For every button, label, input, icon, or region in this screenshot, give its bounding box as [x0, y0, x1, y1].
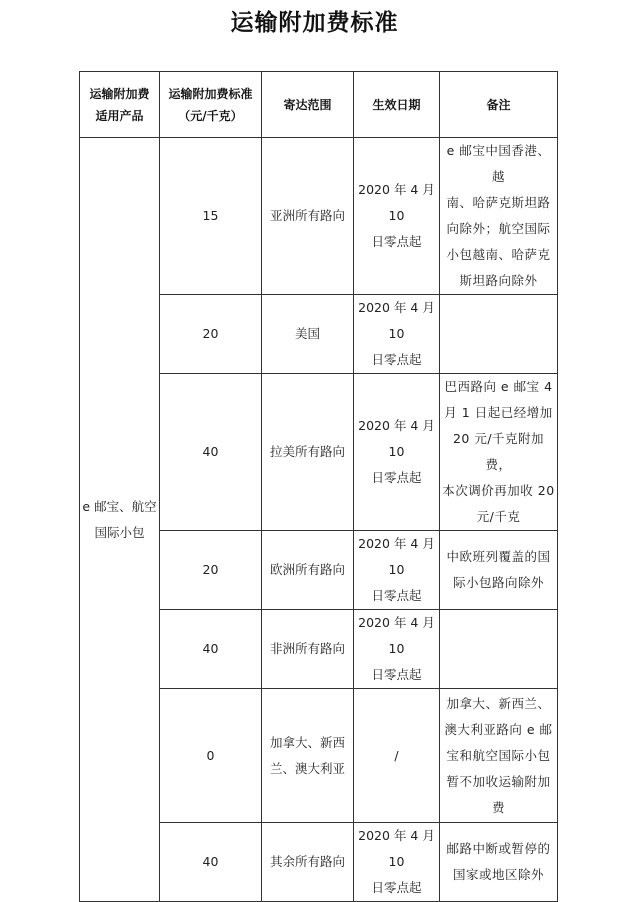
note-cell: 邮路中断或暂停的 国家或地区除外 [440, 823, 558, 902]
scope-cell: 其余所有路向 [262, 823, 354, 902]
scope-cell: 加拿大、新西 兰、澳大利亚 [262, 689, 354, 823]
effective-date-cell: 2020 年 4 月 10 日零点起 [354, 823, 440, 902]
scope-cell: 美国 [262, 295, 354, 374]
rate-cell: 0 [160, 689, 262, 823]
note-cell: 中欧班列覆盖的国 际小包路向除外 [440, 531, 558, 610]
effective-date-cell: 2020 年 4 月 10 日零点起 [354, 138, 440, 295]
product-cell: e 邮宝、航空 国际小包 [80, 138, 160, 902]
rate-cell: 40 [160, 823, 262, 902]
rate-cell: 40 [160, 374, 262, 531]
header-product: 运输附加费 适用产品 [80, 72, 160, 138]
rate-cell: 15 [160, 138, 262, 295]
rate-cell: 20 [160, 295, 262, 374]
header-rate: 运输附加费标准 （元/千克） [160, 72, 262, 138]
scope-cell: 亚洲所有路向 [262, 138, 354, 295]
note-cell: 加拿大、新西兰、 澳大利亚路向 e 邮 宝和航空国际小包 暂不加收运输附加 费 [440, 689, 558, 823]
table-header-row [80, 72, 558, 138]
effective-date-cell: 2020 年 4 月 10 日零点起 [354, 610, 440, 689]
note-cell: 巴西路向 e 邮宝 4 月 1 日起已经增加 20 元/千克附加费， 本次调价再加收 20 元/千克 [440, 374, 558, 531]
note-cell [440, 610, 558, 689]
scope-cell: 非洲所有路向 [262, 610, 354, 689]
rate-cell: 40 [160, 610, 262, 689]
effective-date-cell: 2020 年 4 月 10 日零点起 [354, 374, 440, 531]
scope-cell: 拉美所有路向 [262, 374, 354, 531]
effective-date-cell: 2020 年 4 月 10 日零点起 [354, 531, 440, 610]
scope-cell: 欧洲所有路向 [262, 531, 354, 610]
header-date: 生效日期 [354, 72, 440, 138]
header-note: 备注 [440, 72, 558, 138]
effective-date-cell: / [354, 689, 440, 823]
header-scope: 寄达范围 [262, 72, 354, 138]
rate-cell: 20 [160, 531, 262, 610]
note-cell [440, 295, 558, 374]
page-title: 运输附加费标准 [230, 10, 399, 36]
note-cell: e 邮宝中国香港、越 南、哈萨克斯坦路 向除外；航空国际 小包越南、哈萨克 斯坦路向除外 [440, 138, 558, 295]
table-row [80, 138, 558, 295]
surcharge-table [79, 71, 558, 902]
effective-date-cell: 2020 年 4 月 10 日零点起 [354, 295, 440, 374]
